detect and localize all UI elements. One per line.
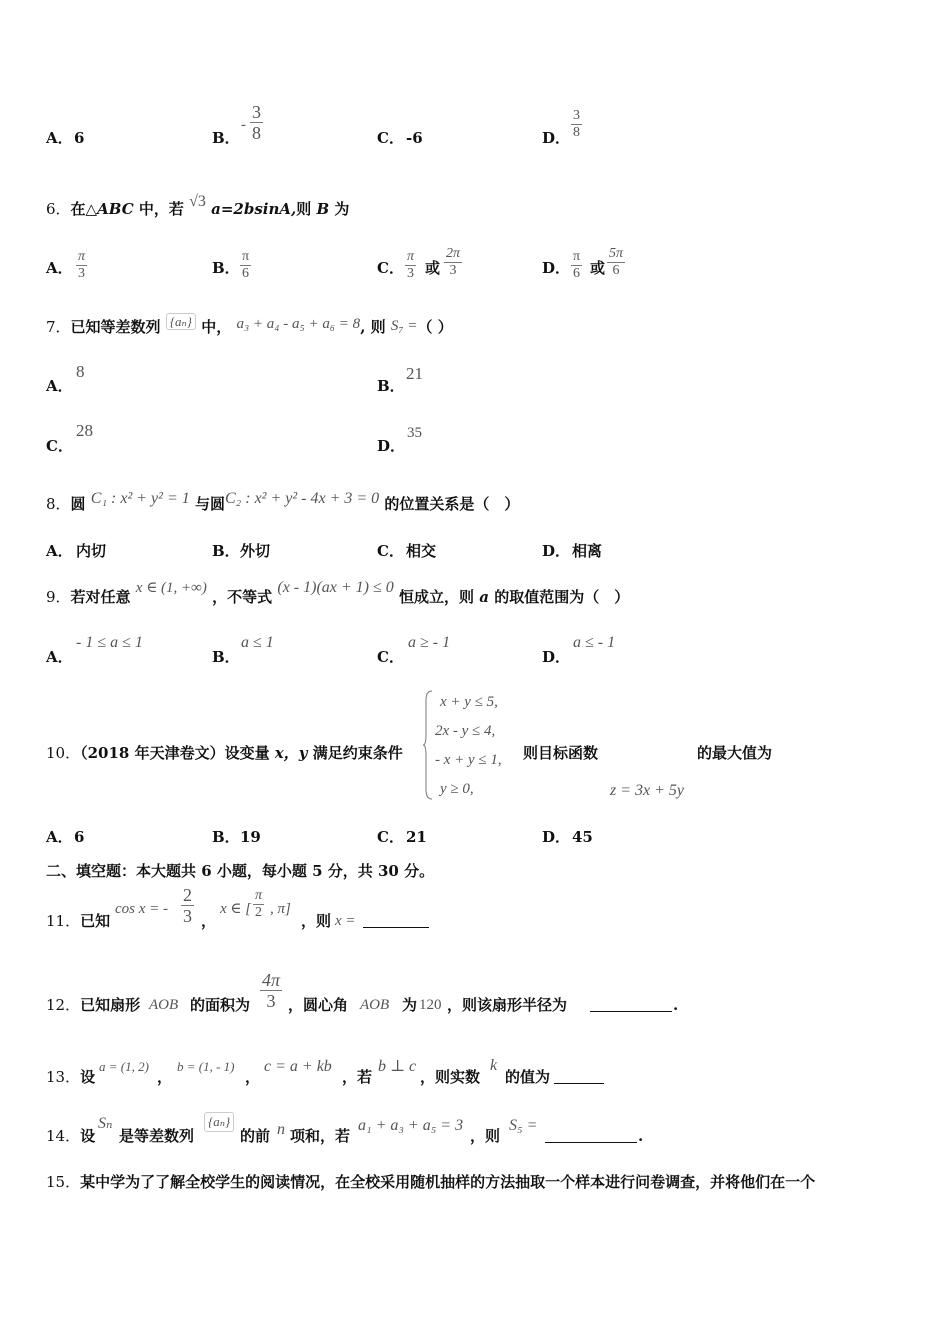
q7-stem: 7．已知等差数列 {aₙ} 中， a₃ + a₄ - a₅ + a₆ = 8, 则 S₇ =（ ） (46, 314, 453, 336)
q11-cos: cos x = - (115, 901, 169, 917)
q6-option-a-label: A． (46, 259, 73, 277)
q7-option-c-value: 28 (76, 421, 93, 440)
q10-option-c-label: C． (377, 828, 404, 846)
q11-interval-start: x ∈ [ (220, 901, 252, 917)
q8-option-b-label: B． (212, 542, 240, 560)
q12-aob-2: AOB (360, 997, 390, 1013)
q12-text-area: 的面积为 (190, 996, 251, 1014)
q5-option-b-fraction: $\frac{3}{8}$ (252, 102, 261, 143)
q13-vector-b: b = (1, - 1) (177, 1059, 235, 1074)
q6-option-d-fraction-1: $\frac{\pi}{6}$ (573, 249, 581, 281)
q13-perpendicular: b ⊥ c (378, 1058, 417, 1075)
q5-option-c-label: C． (377, 129, 404, 147)
q11-fraction: $\frac{2}{3}$ (183, 885, 192, 926)
q8-option-c-value: 相交 (406, 542, 437, 560)
q7-option-a-label: A． (46, 377, 73, 395)
q14-sn: Sₙ (98, 1115, 113, 1132)
q5-option-d-fraction: $\frac{3}{8}$ (573, 108, 580, 140)
q9-option-a-value: - 1 ≤ a ≤ 1 (76, 634, 143, 651)
q11-text: ，则 (301, 912, 332, 930)
q12-label: 12．已知扇形 (46, 996, 141, 1014)
q8-option-d-value: 相离 (572, 542, 603, 560)
q13-text-real: ，则实数 (420, 1068, 481, 1086)
q8-stem: 8．圆 C₁ : x² + y² = 1 与圆C₂ : x² + y² - 4x + 3 = 0 的位置关系是（ ） (46, 490, 520, 513)
q11-x-equals: x = (335, 913, 356, 929)
q14-text-is: 是等差数列 (119, 1127, 195, 1145)
q12-aob: AOB (149, 997, 179, 1013)
q9-option-c-label: C． (377, 648, 404, 666)
q6-option-a-fraction: $\frac{\pi}{3}$ (78, 249, 86, 281)
q5-option-b-sign: - (241, 117, 246, 133)
q13-vector-a: a = (1, 2) (99, 1059, 149, 1074)
q7-option-a-value: 8 (76, 362, 85, 381)
q14-label: 14．设 (46, 1127, 96, 1145)
q7-option-c-label: C． (46, 437, 73, 455)
q12-fraction: $\frac{4\pi}{3}$ (262, 970, 281, 1011)
q5-option-d-label: D． (542, 129, 571, 147)
q9-option-a-label: A． (46, 648, 73, 666)
q15-stem: 15．某中学为了了解全校学生的阅读情况，在全校采用随机抽样的方法抽取一个样本进行问卷调查，并将他们在一个 (46, 1173, 816, 1191)
q7-option-b-value: 21 (406, 364, 423, 383)
q9-option-b-label: B． (212, 648, 240, 666)
q13-vector-c: c = a + kb (264, 1058, 332, 1075)
q14-sequence: {aₙ} (204, 1112, 234, 1132)
q12-degree: 120 (419, 997, 442, 1013)
q9-option-d-label: D． (542, 648, 571, 666)
q12-period: . (673, 996, 679, 1014)
q9-stem: 9．若对任意 x ∈ (1, +∞) ，不等式 (x - 1)(ax + 1) ≤ 0 恒成立，则 a 的取值范围为（ ） (46, 579, 630, 606)
q10-option-c-value: 21 (406, 828, 427, 846)
q12-text-is: 为 (402, 996, 418, 1014)
q9-option-c-value: a ≥ - 1 (408, 634, 451, 651)
q14-n: n (277, 1121, 285, 1138)
q5-option-a-value: 6 (74, 129, 85, 147)
q10-option-d-value: 45 (572, 828, 593, 846)
q14-text-then: ，则 (470, 1127, 501, 1145)
q14-period: . (638, 1127, 644, 1145)
q11-interval-end: , π] (270, 901, 291, 917)
q8-option-c-label: C． (377, 542, 404, 560)
q5-option-c-value: -6 (406, 129, 423, 147)
q6-option-c-or: 或 (425, 259, 441, 277)
q13-label: 13．设 (46, 1068, 96, 1086)
q6-option-d-or: 或 (590, 259, 606, 277)
q14-text-sum: 项和，若 (290, 1127, 351, 1145)
q5-option-b-label: B． (212, 129, 240, 147)
q14-condition: a₁ + a₃ + a₅ = 3 (358, 1117, 464, 1134)
q10-constraint-4: y ≥ 0, (440, 781, 474, 797)
q14-answer-blank (545, 1128, 637, 1143)
q6-option-b-label: B． (212, 259, 240, 277)
q6-option-c-label: C． (377, 259, 404, 277)
q10-option-d-label: D． (542, 828, 571, 846)
q13-k: k (490, 1057, 498, 1074)
section-2-heading: 二、填空题：本大题共 6 小题，每小题 5 分，共 30 分。 (46, 862, 435, 880)
q14-text-first: 的前 (240, 1127, 271, 1145)
q11-label: 11．已知 (46, 912, 111, 930)
q6-option-d-label: D． (542, 259, 571, 277)
q12-text-angle: ，圆心角 (288, 996, 349, 1014)
q13-answer-blank (554, 1069, 604, 1084)
q8-option-d-label: D． (542, 542, 571, 560)
q10-option-a-value: 6 (74, 828, 85, 846)
q10-option-a-label: A． (46, 828, 73, 846)
q10-constraint-2: 2x - y ≤ 4, (435, 723, 496, 739)
q10-objective: z = 3x + 5y (610, 782, 685, 799)
q10-option-b-label: B． (212, 828, 240, 846)
q11-comma: ， (201, 912, 217, 930)
q7-option-d-label: D． (377, 437, 406, 455)
q11-answer-blank (363, 913, 429, 928)
q8-option-a-label: A． (46, 542, 73, 560)
q6-stem: 6．在△ABC 中，若 √3 a=2bsinA,则 B 为 (46, 193, 350, 218)
q12-text-radius: ，则该扇形半径为 (447, 996, 568, 1014)
q6-option-c-fraction-1: $\frac{\pi}{3}$ (407, 249, 415, 281)
q10-stem-middle: 则目标函数 (523, 744, 599, 762)
q10-constraint-1: x + y ≤ 5, (440, 694, 498, 710)
q7-option-b-label: B． (377, 377, 405, 395)
q12-answer-blank (590, 997, 672, 1012)
q9-option-d-value: a ≤ - 1 (573, 634, 616, 651)
q8-option-a-value: 内切 (76, 542, 107, 560)
q10-stem-start: 10．（2018 年天津卷文）设变量 x，y 满足约束条件 (46, 744, 403, 762)
q6-option-b-fraction: $\frac{\pi}{6}$ (242, 249, 250, 281)
q10-stem-end: 的最大值为 (697, 744, 773, 762)
q6-option-c-fraction-2: $\frac{2\pi}{3}$ (446, 246, 461, 278)
q5-option-a-label: A． (46, 129, 73, 147)
q10-constraint-brace (423, 690, 433, 800)
q11-interval-fraction: $\frac{\pi}{2}$ (255, 888, 263, 920)
q13-text-value: 的值为 (505, 1068, 551, 1086)
q6-option-d-fraction-2: $\frac{5\pi}{6}$ (609, 246, 624, 278)
q13-text-if: ，若 (342, 1068, 373, 1086)
q8-option-b-value: 外切 (240, 542, 271, 560)
q13-sep-2: ， (245, 1068, 261, 1086)
q10-option-b-value: 19 (240, 828, 261, 846)
q9-option-b-value: a ≤ 1 (241, 634, 274, 651)
q14-s5: S₅ = (509, 1117, 538, 1134)
q7-option-d-value: 35 (407, 425, 422, 441)
q10-constraint-3: - x + y ≤ 1, (435, 752, 502, 768)
q13-sep-1: ， (157, 1068, 173, 1086)
